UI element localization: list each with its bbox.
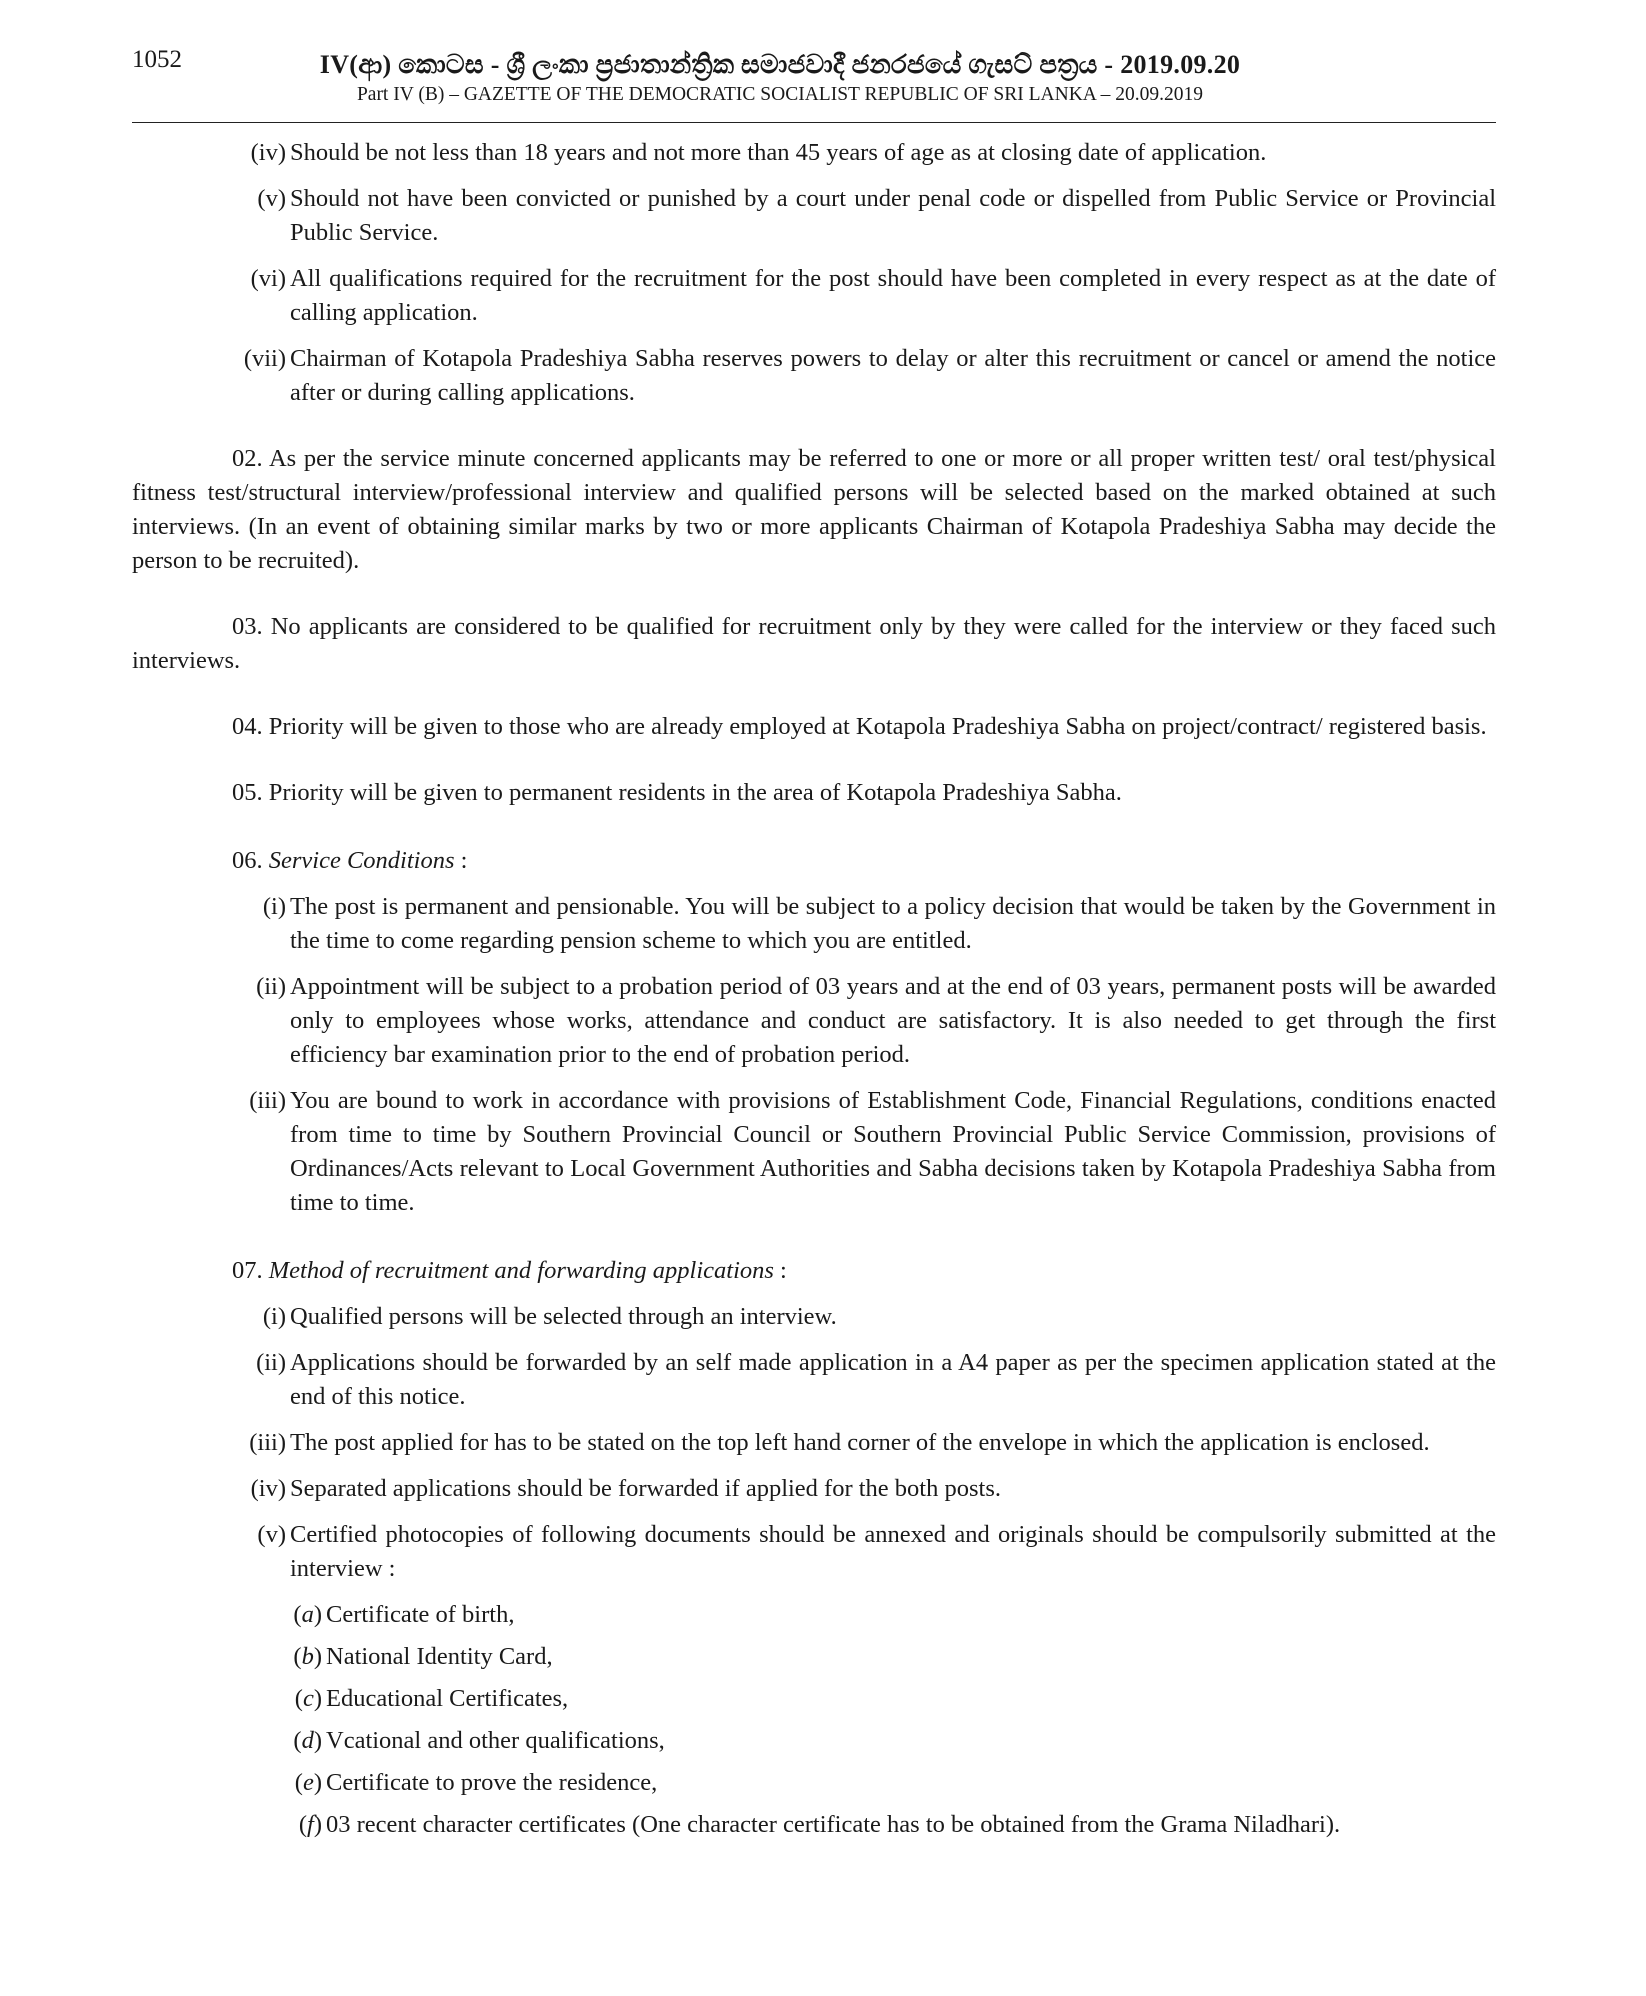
list-item-number: (iv) (250, 139, 286, 166)
document-list-item (132, 1808, 1496, 1842)
page-number: 1052 (132, 46, 182, 73)
section-06-title: Service Conditions (268, 847, 455, 874)
section-07-number: 07. (232, 1257, 263, 1284)
document-list-item (132, 1640, 1496, 1674)
paragraph-04: 04. Priority will be given to those who are already employed at Kotapola Pradeshiya Sabha on project/contract/ registered basis. (232, 713, 1487, 740)
section-07-title: Method of recruitment and forwarding applications (268, 1257, 774, 1284)
list-item (132, 182, 1496, 250)
document-letter: (f) (298, 1811, 322, 1838)
list-item-text: The post is permanent and pensionable. You will be subject to a policy decision that would be taken by the Government in the time to come regarding pension scheme to which you are entitled. (290, 893, 1496, 954)
document-letter: (b) (293, 1643, 322, 1670)
list-item-text: Qualified persons will be selected through an interview. (290, 1303, 837, 1330)
list-item (132, 1346, 1496, 1414)
list-item (132, 1472, 1496, 1506)
list-item (132, 1426, 1496, 1460)
list-item (132, 1084, 1496, 1220)
list-item (132, 970, 1496, 1072)
section-06-colon: : (454, 847, 468, 874)
header-sinhala-title: IV(ආ) කොටස - ශ්‍රී ලංකා ප්‍රජාතාන්ත්‍රික සමාජවාදී ජනරජයේ ගැසට් පත්‍රය - 2019.09.20 (319, 50, 1241, 79)
section-06-heading (132, 844, 1496, 878)
list-item-number: (vii) (243, 345, 286, 372)
list-item-text: Applications should be forwarded by an self made application in a A4 paper as per the specimen application stated at the end of this notice. (290, 1349, 1496, 1410)
document-text: Certificate to prove the residence, (326, 1769, 658, 1796)
paragraph-02: 02. As per the service minute concerned applicants may be referred to one or more or all proper written test/ oral test/physical fitness test/structural interview/professional interview and qualified persons will be selected based on the marked obtained at such interviews. (In an event of obtaining similar marks by two or more applicants Chairman of Kotapola Pradeshiya Sabha may decide the person to be recruited). (132, 445, 1496, 574)
list-item (132, 890, 1496, 958)
list-item (132, 1518, 1496, 1586)
list-item-number: (iii) (249, 1429, 286, 1456)
header-english-title: Part IV (B) – GAZETTE OF THE DEMOCRATIC SOCIALIST REPUBLIC OF SRI LANKA – 20.09.2019 (356, 84, 1204, 105)
list-item-text: All qualifications required for the recruitment for the post should have been completed in every respect as at the date of calling application. (290, 265, 1496, 326)
list-item-number: (i) (262, 1303, 286, 1330)
list-item-number: (v) (257, 1521, 286, 1548)
document-list-item (132, 1766, 1496, 1800)
list-item-number: (iv) (250, 1475, 286, 1502)
list-item-text: Should not have been convicted or punished by a court under penal code or dispelled from Public Service or Provincial Public Service. (290, 185, 1496, 246)
document-list-item (132, 1682, 1496, 1716)
document-letter: (c) (294, 1685, 322, 1712)
list-item-text: The post applied for has to be stated on the top left hand corner of the envelope in which the application is enclosed. (290, 1429, 1430, 1456)
document-text: Vcational and other qualifications, (326, 1727, 665, 1754)
document-list-item (132, 1598, 1496, 1632)
list-item-text: You are bound to work in accordance with provisions of Establishment Code, Financial Regulations, conditions enacted from time to time by Southern Provincial Council or Southern Provincial Public Service Commission, provisions of Ordinances/Acts relevant to Local Government Authorities and Sabha decisions taken by Kotapola Pradeshiya Sabha from time to time. (290, 1087, 1496, 1216)
document-list-item (132, 1724, 1496, 1758)
list-item-text: Appointment will be subject to a probation period of 03 years and at the end of 03 years, permanent posts will be awarded only to employees whose works, attendance and conduct are satisfactory. It is also needed to get through the first efficiency bar examination prior to the end of probation period. (290, 973, 1496, 1068)
document-letter: (d) (293, 1727, 322, 1754)
list-item-number: (vi) (250, 265, 286, 292)
document-letter: (e) (294, 1769, 322, 1796)
list-item-text: Separated applications should be forwarded if applied for the both posts. (290, 1475, 1001, 1502)
list-item (132, 342, 1496, 410)
list-item-text: Chairman of Kotapola Pradeshiya Sabha reserves powers to delay or alter this recruitment or cancel or amend the notice after or during calling applications. (290, 345, 1496, 406)
section-07-colon: : (773, 1257, 787, 1284)
list-item-number: (i) (262, 893, 286, 920)
paragraph-03: 03. No applicants are considered to be qualified for recruitment only by they were called for the interview or they faced such interviews. (132, 613, 1496, 674)
list-item-number: (v) (257, 185, 286, 212)
document-text: Educational Certificates, (326, 1685, 569, 1712)
document-body (132, 136, 1496, 1850)
header-divider (132, 122, 1496, 123)
list-item (132, 262, 1496, 330)
list-item-number: (ii) (256, 1349, 286, 1376)
section-07-heading (132, 1254, 1496, 1288)
list-item-number: (ii) (256, 973, 286, 1000)
list-item-text: Should be not less than 18 years and not more than 45 years of age as at closing date of application. (290, 139, 1267, 166)
list-item-text: Certified photocopies of following documents should be annexed and originals should be compulsorily submitted at the interview : (290, 1521, 1496, 1582)
list-item (132, 136, 1496, 170)
document-text: 03 recent character certificates (One character certificate has to be obtained from the Grama Niladhari). (326, 1811, 1341, 1838)
list-item (132, 1300, 1496, 1334)
document-text: National Identity Card, (326, 1643, 553, 1670)
document-text: Certificate of birth, (326, 1601, 515, 1628)
gazette-header (200, 48, 1360, 108)
paragraph-05: 05. Priority will be given to permanent residents in the area of Kotapola Pradeshiya Sabha. (232, 779, 1122, 806)
section-06-number: 06. (232, 847, 263, 874)
list-item-number: (iii) (249, 1087, 286, 1114)
document-letter: (a) (293, 1601, 322, 1628)
